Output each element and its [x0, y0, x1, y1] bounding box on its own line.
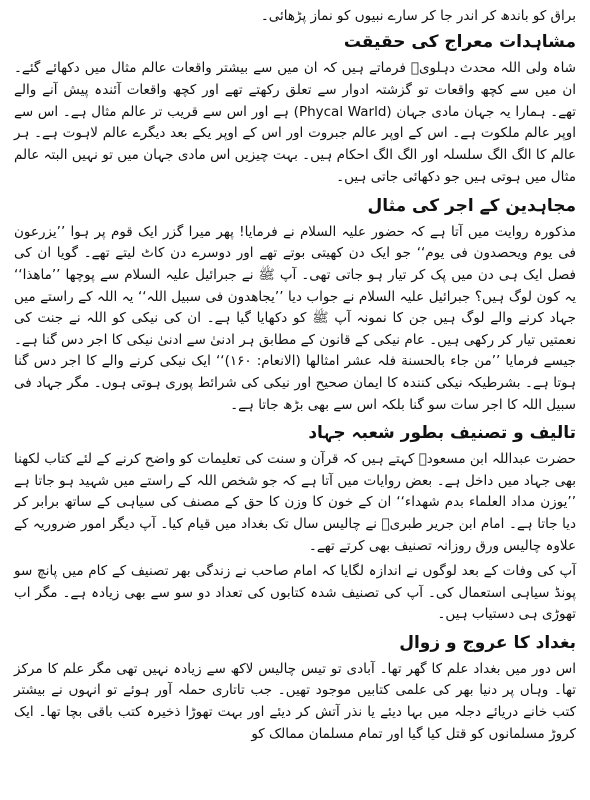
section-heading: بغداد کا عروج و زوال — [399, 632, 576, 653]
section-paragraph: شاہ ولی اللہ محدث دہلویؒ فرماتے ہیں کہ ان میں سے بیشتر واقعات عالم مثال میں دکھائے گئے۔ ان میں سے کچھ واقعات تو گزشتہ ادوار سے تعلق رکھتے تھے اور کچھ واقعات آئندہ پیش آنے والے تھے۔ ہمارا یہ جہان مادی جہان (Phycal Warld) ہے اور اس سے قریب تر عالم مثال ہے۔ اس سے اوپر عالم ملکوت ہے۔ اس کے اوپر عالم جبروت اور اس کے اوپر یکے بعد دیگرے عالم لاہوت ہے۔ ہر عالم کا الگ الگ سلسلہ اور الگ الگ احکام ہیں۔ بہت چیزیں اس مادی جہان میں تو نہیں البتہ عالم مثال میں ہوتی ہیں جو دکھائی جاتی ہیں۔ — [14, 60, 576, 185]
section-paragraph: اس دور میں بغداد علم کا گھر تھا۔ آبادی تو تیس چالیس لاکھ سے زیادہ نہیں تھی مگر علم کا مرکز تھا۔ وہاں پر دنیا بھر کی علمی کتابیں موجود تھیں۔ جب تاتاری حملہ آور ہوئے تو انہوں نے بیشتر کتب خانے دریائے دجلہ میں بہا دیئے یا نذر آتش کر دیئے اور بہت تھوڑا ذخیرہ کتب باقی بچا تھا۔ ایک کروڑ مسلمانوں کو قتل کیا گیا اور تمام مسلمان ممالک کو — [14, 660, 576, 742]
section-mujahideen-reward — [14, 193, 576, 416]
section-heading: مشاہدات معراج کی حقیقت — [343, 32, 576, 52]
section-paragraph: آپ کی وفات کے بعد لوگوں نے اندازہ لگایا کہ امام صاحب نے زندگی بھر تصنیف کے کام میں پانچ سو پونڈ سیاہی استعمال کی۔ آپ کی تصنیف شدہ کتابوں کی تعداد دو سو سے بھی زیادہ ہے۔ مگر اب تھوڑی ہی دستیاب ہیں۔ — [14, 563, 576, 623]
section-writing-as-jihad — [14, 420, 576, 626]
section-baghdad-rise-fall — [14, 630, 576, 745]
section-heading: مجاہدین کے اجر کی مثال — [367, 195, 576, 216]
section-paragraph: مذکورہ روایت میں آتا ہے کہ حضور علیہ السلام نے فرمایا! پھر میرا گزر ایک قوم پر ہوا ’’یزرعون فی یوم ویحصدون فی یوم‘‘ جو ایک دن کھیتی بوتے تھے اور دوسرے دن کاٹ لیتے تھے۔ گویا ان کی فصل ایک ہی دن میں پک کر تیار ہو جاتی تھی۔ آپ ﷺ نے جبرائیل علیہ السلام سے پوچھا ’’ماھذا‘‘ یہ کون لوگ ہیں؟ جبرائیل علیہ السلام نے جواب دیا ’’یجاھدون فی سبیل اللہ‘‘ یہ اللہ کے راستے میں جہاد کرنے والے لوگ ہیں جن کا نمونہ آپ ﷺ کو دکھایا گیا ہے۔ ان کی نیکی کو اللہ نے جنت کی نعمتیں تیار کر رکھی ہیں۔ عام نیکی کے قانون کے مطابق ہر ادنیٰ سے ادنیٰ نیکی کا اجر دس گنا ہے۔ جیسے فرمایا ’’من جاء بالحسنة فلہ عشر امثالھا (الانعام: ۱۶۰)‘‘ ایک نیکی کرنے والے کا اجر دس گنا ہوتا ہے۔ بشرطیکہ نیکی کنندہ کا ایمان صحیح اور نیکی کی شرائط پوری ہوتی ہوں۔ مگر جہاد فی سبیل اللہ کا اجر سات سو گنا بلکہ اس سے بھی بڑھ جاتا ہے۔ — [14, 223, 576, 413]
intro-line: براق کو باندھ کر اندر جا کر سارے نبیوں کو نماز پڑھائی۔ — [260, 8, 576, 24]
section-paragraph: حضرت عبداللہ ابن مسعودؓ کہتے ہیں کہ قرآن و سنت کی تعلیمات کو واضح کرنے کے لئے کتاب لکھنا بھی جہاد میں داخل ہے۔ بعض روایات میں آتا ہے کہ جو شخص اللہ کے راستے میں شہید ہو جاتا ہے ’’یوزن مداد العلماء بدم شھداء‘‘ ان کے خون کا وزن کا حق کے مصنف کی سیاہی کے ساتھ برابر کر دیا جاتا ہے۔ امام ابن جریر طبریؒ نے چالیس سال تک بغداد میں قیام کیا۔ آپ دیگر امور ضروریہ کے علاوہ چالیس ورق روزانہ تصنیف بھی کرتے تھے۔ — [14, 451, 576, 554]
section-miraj-observations — [14, 29, 576, 189]
section-heading: تالیف و تصنیف بطور شعبہ جہاد — [308, 423, 576, 444]
